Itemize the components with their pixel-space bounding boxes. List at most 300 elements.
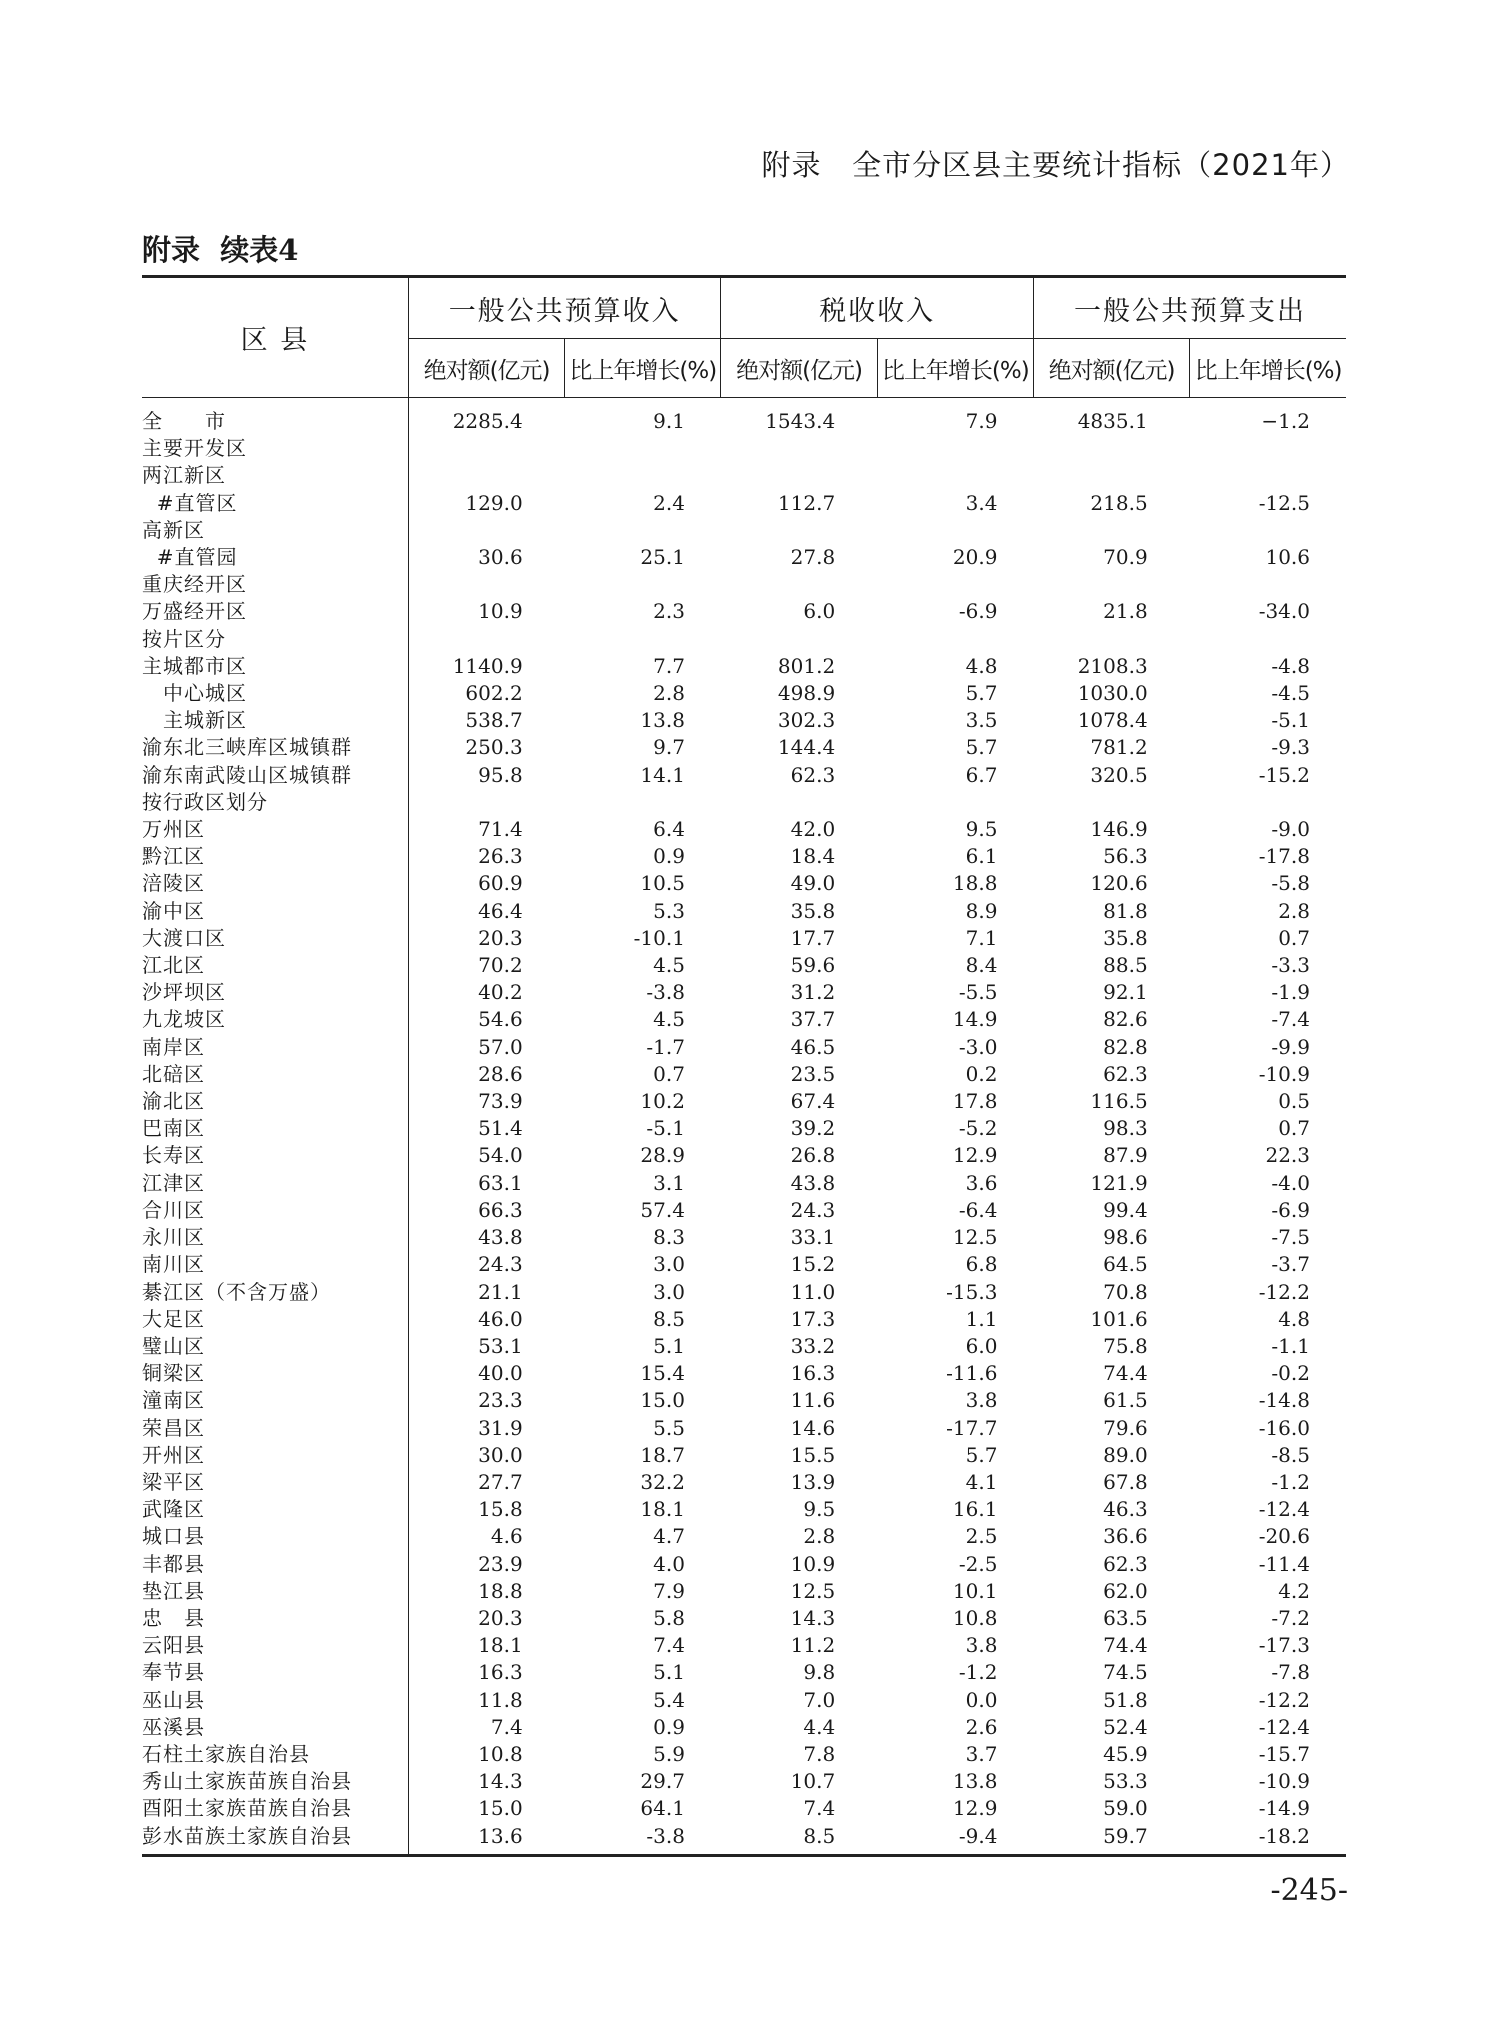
cell-value	[565, 462, 721, 489]
cell-value: 7.4	[803, 1796, 836, 1821]
cell-value: -3.7	[1271, 1252, 1310, 1277]
cell-value: 2.5	[965, 1524, 998, 1549]
cell-value: 29.7	[640, 1769, 685, 1794]
table-row	[142, 1034, 1346, 1061]
cell-value: 2108.3	[1077, 653, 1148, 678]
cell-value: 0.5	[1278, 1089, 1310, 1114]
row-label: 万州区	[142, 816, 408, 843]
cell-value: 74.5	[1103, 1660, 1148, 1685]
cell-value: 13.8	[640, 708, 685, 733]
cell-value	[408, 571, 564, 598]
cell-value: 9.7	[653, 735, 685, 760]
cell-value: 10.2	[640, 1089, 685, 1114]
table-row	[142, 626, 1346, 653]
cell-value	[408, 789, 564, 816]
group-header-tax-revenue: 税收收入	[721, 277, 1034, 339]
cell-value: -10.9	[1258, 1769, 1310, 1794]
cell-value: 10.8	[952, 1605, 998, 1630]
cell-value: 6.7	[965, 762, 998, 787]
cell-value: 67.8	[1103, 1469, 1148, 1494]
table-row	[142, 1170, 1346, 1197]
cell-value: 63.5	[1103, 1605, 1148, 1630]
cell-value: 26.3	[478, 844, 523, 869]
row-label: 大足区	[142, 1306, 408, 1333]
cell-value: 120.6	[1090, 871, 1148, 896]
cell-value: 59.7	[1033, 1823, 1189, 1856]
cell-value: 9.5	[965, 817, 998, 842]
cell-value: 8.4	[965, 953, 998, 978]
cell-value: 15.5	[790, 1442, 836, 1467]
cell-value: -1.7	[646, 1034, 685, 1059]
cell-value: 46.0	[478, 1306, 523, 1331]
table-row	[142, 1142, 1346, 1169]
cell-value: 53.1	[478, 1333, 523, 1358]
cell-value: 6.0	[965, 1333, 998, 1358]
cell-value: 57.0	[478, 1034, 523, 1059]
row-label: 石柱土家族自治县	[142, 1741, 408, 1768]
cell-value: 218.5	[1090, 490, 1148, 515]
row-label: 按片区分	[142, 626, 408, 653]
cell-value: 302.3	[777, 708, 836, 733]
table-row	[142, 1061, 1346, 1088]
cell-value: -34.0	[1258, 599, 1310, 624]
cell-value: 99.4	[1103, 1197, 1148, 1222]
cell-value: -18.2	[1190, 1823, 1346, 1856]
cell-value: -7.2	[1271, 1605, 1310, 1630]
subheader-revenue-amount: 绝对额(亿元)	[408, 339, 564, 398]
cell-value: -4.5	[1271, 681, 1310, 706]
row-label: 武隆区	[142, 1496, 408, 1523]
cell-value: 0.7	[653, 1061, 685, 1086]
cell-value: 4.1	[965, 1469, 998, 1494]
table-row	[142, 1578, 1346, 1605]
cell-value: 5.5	[653, 1415, 685, 1440]
cell-value: 5.9	[653, 1741, 685, 1766]
cell-value: 43.8	[478, 1225, 523, 1250]
row-label: 九龙坡区	[142, 1006, 408, 1033]
cell-value: 36.6	[1103, 1524, 1148, 1549]
cell-value: 22.3	[1265, 1143, 1310, 1168]
table-row	[142, 1387, 1346, 1414]
cell-value: 46.5	[790, 1034, 836, 1059]
cell-value: 23.5	[790, 1061, 836, 1086]
cell-value: 3.5	[965, 708, 998, 733]
row-label: 重庆经开区	[142, 571, 408, 598]
cell-value: 64.5	[1103, 1252, 1148, 1277]
cell-value: -12.5	[1258, 490, 1310, 515]
cell-value: 10.9	[478, 599, 523, 624]
table-row	[142, 1279, 1346, 1306]
row-label: 北碚区	[142, 1061, 408, 1088]
cell-value: 129.0	[465, 490, 523, 515]
cell-value: -5.1	[1271, 708, 1310, 733]
cell-value: 4.5	[653, 953, 685, 978]
cell-value: -12.2	[1258, 1279, 1310, 1304]
row-label: 巫山县	[142, 1687, 408, 1714]
cell-value: 3.0	[653, 1252, 685, 1277]
row-label: 巴南区	[142, 1115, 408, 1142]
table-row	[142, 734, 1346, 761]
cell-value: 98.6	[1103, 1225, 1148, 1250]
row-label: 荣昌区	[142, 1415, 408, 1442]
cell-value: 75.8	[1103, 1333, 1148, 1358]
table-row	[142, 1415, 1346, 1442]
row-label: 云阳县	[142, 1632, 408, 1659]
row-label: 全 市	[142, 398, 408, 436]
cell-value: 28.9	[640, 1143, 685, 1168]
cell-value: 4.8	[1278, 1306, 1310, 1331]
cell-value: -10.9	[1258, 1061, 1310, 1086]
cell-value: 0.7	[1278, 925, 1310, 950]
cell-value: 9.5	[803, 1497, 836, 1522]
cell-value: -0.2	[1271, 1361, 1310, 1386]
cell-value: 52.4	[1103, 1714, 1148, 1739]
table-row	[142, 762, 1346, 789]
cell-value	[565, 517, 721, 544]
cell-value: 2285.4	[452, 409, 523, 433]
cell-value	[565, 789, 721, 816]
cell-value: 70.2	[478, 953, 523, 978]
cell-value: 5.7	[965, 1442, 998, 1467]
cell-value	[877, 435, 1033, 462]
cell-value: 14.1	[640, 762, 685, 787]
cell-value: 74.4	[1103, 1361, 1148, 1386]
cell-value: 6.4	[653, 817, 685, 842]
cell-value: -5.2	[958, 1116, 998, 1141]
cell-value: 0.9	[653, 844, 685, 869]
cell-value: 8.9	[965, 898, 998, 923]
cell-value	[877, 571, 1033, 598]
table-row	[142, 843, 1346, 870]
row-label: 沙坪坝区	[142, 979, 408, 1006]
row-label: 永川区	[142, 1224, 408, 1251]
cell-value	[721, 517, 877, 544]
cell-value: 1140.9	[452, 653, 523, 678]
table-row	[142, 1333, 1346, 1360]
subheader-revenue-growth: 比上年增长(%)	[565, 339, 721, 398]
cell-value	[877, 626, 1033, 653]
cell-value: 8.5	[721, 1823, 877, 1856]
cell-value: 7.8	[803, 1741, 836, 1766]
cell-value: 116.5	[1090, 1089, 1148, 1114]
cell-value: 81.8	[1103, 898, 1148, 923]
row-label: 渝东南武陵山区城镇群	[142, 762, 408, 789]
cell-value: 61.5	[1103, 1388, 1148, 1413]
cell-value: 146.9	[1090, 817, 1148, 842]
cell-value: 6.1	[965, 844, 998, 869]
table-row	[142, 1251, 1346, 1278]
table-row	[142, 490, 1346, 517]
table-row	[142, 435, 1346, 462]
cell-value: 18.1	[478, 1633, 523, 1658]
cell-value: 801.2	[777, 653, 836, 678]
statistics-table	[142, 275, 1346, 1857]
cell-value: 21.1	[478, 1279, 523, 1304]
cell-value	[1033, 626, 1189, 653]
table-row	[142, 1823, 1346, 1856]
cell-value: 4.7	[653, 1524, 685, 1549]
cell-value: -10.1	[633, 925, 685, 950]
cell-value: 2.4	[653, 490, 685, 515]
cell-value: 101.6	[1090, 1306, 1148, 1331]
cell-value: 7.0	[803, 1687, 836, 1712]
cell-value: 15.0	[478, 1796, 523, 1821]
row-label: 酉阳土家族苗族自治县	[142, 1795, 408, 1822]
cell-value: 3.8	[965, 1388, 998, 1413]
table-row	[142, 898, 1346, 925]
cell-value: 10.1	[952, 1578, 998, 1603]
cell-value	[721, 435, 877, 462]
cell-value: 9.1	[653, 409, 685, 433]
cell-value: 14.6	[790, 1415, 836, 1440]
table-row	[142, 517, 1346, 544]
cell-value: 87.9	[1103, 1143, 1148, 1168]
cell-value: 14.3	[478, 1769, 523, 1794]
cell-value: -3.8	[565, 1823, 721, 1856]
cell-value: 31.9	[478, 1415, 523, 1440]
cell-value: 10.9	[790, 1551, 836, 1576]
cell-value: 781.2	[1090, 735, 1148, 760]
cell-value: 112.7	[777, 490, 836, 515]
cell-value: 46.4	[478, 898, 523, 923]
cell-value: 1030.0	[1077, 681, 1148, 706]
cell-value: 13.9	[790, 1469, 836, 1494]
cell-value: 5.8	[653, 1605, 685, 1630]
cell-value: 5.7	[965, 735, 998, 760]
cell-value: 4.2	[1278, 1578, 1310, 1603]
cell-value: 4.5	[653, 1007, 685, 1032]
cell-value: 9.8	[803, 1660, 836, 1685]
cell-value: 7.7	[653, 653, 685, 678]
table-header	[142, 277, 1346, 398]
cell-value: 18.1	[640, 1497, 685, 1522]
cell-value: 20.3	[478, 925, 523, 950]
cell-value: 67.4	[790, 1089, 836, 1114]
cell-value	[1190, 789, 1346, 816]
row-label: 涪陵区	[142, 870, 408, 897]
cell-value: 28.6	[478, 1061, 523, 1086]
cell-value: 12.9	[952, 1796, 998, 1821]
cell-value: 56.3	[1103, 844, 1148, 869]
table-row	[142, 1442, 1346, 1469]
cell-value: 3.6	[965, 1170, 998, 1195]
cell-value: -17.8	[1258, 844, 1310, 869]
subheader-expenditure-growth: 比上年增长(%)	[1190, 339, 1346, 398]
cell-value: 46.3	[1103, 1497, 1148, 1522]
cell-value: 250.3	[465, 735, 523, 760]
cell-value	[1190, 626, 1346, 653]
cell-value: -5.1	[646, 1116, 685, 1141]
cell-value: 2.8	[803, 1524, 836, 1549]
cell-value: 3.0	[653, 1279, 685, 1304]
row-label: 万盛经开区	[142, 598, 408, 625]
cell-value: 30.0	[478, 1442, 523, 1467]
cell-value: -20.6	[1258, 1524, 1310, 1549]
table-row	[142, 1551, 1346, 1578]
cell-value	[1033, 789, 1189, 816]
cell-value: 15.8	[478, 1497, 523, 1522]
running-header: 附录 全市分区县主要统计指标（2021年）	[761, 148, 1350, 182]
row-label: 黔江区	[142, 843, 408, 870]
cell-value: 3.4	[965, 490, 998, 515]
row-header-district: 区 县	[142, 277, 408, 398]
cell-value: 73.9	[478, 1089, 523, 1114]
cell-value: 3.7	[965, 1741, 998, 1766]
cell-value: -5.5	[958, 980, 998, 1005]
cell-value: 2.6	[965, 1714, 998, 1739]
cell-value: 1078.4	[1077, 708, 1148, 733]
cell-value: 16.3	[790, 1361, 836, 1386]
cell-value	[877, 517, 1033, 544]
group-header-budget-revenue: 一般公共预算收入	[408, 277, 721, 339]
cell-value: 5.4	[653, 1687, 685, 1712]
cell-value: 5.1	[653, 1333, 685, 1358]
cell-value	[1190, 435, 1346, 462]
cell-value: 2.8	[653, 681, 685, 706]
table-row	[142, 1795, 1346, 1822]
cell-value: -7.8	[1271, 1660, 1310, 1685]
cell-value: 95.8	[478, 762, 523, 787]
cell-value: 10.6	[1265, 545, 1310, 570]
cell-value	[1190, 571, 1346, 598]
cell-value: -1.2	[1271, 1469, 1310, 1494]
cell-value: 14.3	[790, 1605, 836, 1630]
cell-value: 57.4	[640, 1197, 685, 1222]
cell-value: -17.3	[1258, 1633, 1310, 1658]
cell-value: -12.2	[1258, 1687, 1310, 1712]
cell-value: 89.0	[1103, 1442, 1148, 1467]
cell-value: 62.0	[1103, 1578, 1148, 1603]
cell-value: 27.8	[790, 545, 836, 570]
cell-value: -6.4	[958, 1197, 998, 1222]
cell-value: -16.0	[1258, 1415, 1310, 1440]
subheader-expenditure-amount: 绝对额(亿元)	[1033, 339, 1189, 398]
row-label: 秀山土家族苗族自治县	[142, 1768, 408, 1795]
row-label: 大渡口区	[142, 925, 408, 952]
cell-value: 320.5	[1090, 762, 1148, 787]
cell-value: 18.8	[478, 1578, 523, 1603]
cell-value: 70.9	[1103, 545, 1148, 570]
cell-value: 1.1	[965, 1306, 998, 1331]
cell-value: -17.7	[946, 1415, 998, 1440]
table-row	[142, 1224, 1346, 1251]
row-label: 丰都县	[142, 1551, 408, 1578]
cell-value: 54.0	[478, 1143, 523, 1168]
row-label: 主城都市区	[142, 653, 408, 680]
cell-value: -11.6	[946, 1361, 998, 1386]
cell-value: 21.8	[1103, 599, 1148, 624]
row-label: 开州区	[142, 1442, 408, 1469]
cell-value: 0.7	[1278, 1116, 1310, 1141]
row-label: #直管区	[142, 490, 408, 517]
cell-value	[721, 571, 877, 598]
row-label: 忠 县	[142, 1605, 408, 1632]
cell-value: 59.6	[790, 953, 836, 978]
cell-value: 12.5	[790, 1578, 836, 1603]
table-row	[142, 680, 1346, 707]
cell-value	[721, 626, 877, 653]
cell-value: 538.7	[465, 708, 523, 733]
cell-value	[565, 435, 721, 462]
cell-value: -1.1	[1271, 1333, 1310, 1358]
cell-value: -3.3	[1271, 953, 1310, 978]
row-label: 主要开发区	[142, 435, 408, 462]
cell-value: -15.3	[946, 1279, 998, 1304]
cell-value: 54.6	[478, 1007, 523, 1032]
table-row	[142, 1659, 1346, 1686]
row-label: 渝北区	[142, 1088, 408, 1115]
row-label: 南岸区	[142, 1034, 408, 1061]
cell-value: 23.3	[478, 1388, 523, 1413]
cell-value: 42.0	[790, 817, 836, 842]
cell-value	[565, 571, 721, 598]
cell-value: −1.2	[1261, 409, 1310, 433]
row-label: 江津区	[142, 1170, 408, 1197]
cell-value: 0.9	[653, 1714, 685, 1739]
row-label: 铜梁区	[142, 1360, 408, 1387]
cell-value	[721, 462, 877, 489]
table-row	[142, 979, 1346, 1006]
cell-value: 17.7	[790, 925, 836, 950]
cell-value: 602.2	[465, 681, 523, 706]
table-row	[142, 1687, 1346, 1714]
row-label: 合川区	[142, 1197, 408, 1224]
cell-value: 15.2	[790, 1252, 836, 1277]
cell-value: 70.8	[1103, 1279, 1148, 1304]
cell-value: 24.3	[478, 1252, 523, 1277]
cell-value: 49.0	[790, 871, 836, 896]
cell-value: 66.3	[478, 1197, 523, 1222]
cell-value: 62.3	[790, 762, 836, 787]
row-label: 巫溪县	[142, 1714, 408, 1741]
cell-value: 33.1	[790, 1225, 836, 1250]
table-row	[142, 1469, 1346, 1496]
cell-value: 10.8	[478, 1741, 523, 1766]
cell-value: 5.1	[653, 1660, 685, 1685]
cell-value: 63.1	[478, 1170, 523, 1195]
cell-value: 17.3	[790, 1306, 836, 1331]
table-row	[142, 598, 1346, 625]
cell-value: 33.2	[790, 1333, 836, 1358]
cell-value: 60.9	[478, 871, 523, 896]
cell-value: 88.5	[1103, 953, 1148, 978]
cell-value: 4835.1	[1077, 409, 1148, 433]
table-row	[142, 1605, 1346, 1632]
cell-value: 15.0	[640, 1388, 685, 1413]
cell-value: 11.8	[478, 1687, 523, 1712]
table-row	[142, 1714, 1346, 1741]
row-label: 渝东北三峡库区城镇群	[142, 734, 408, 761]
cell-value	[1033, 517, 1189, 544]
table-row	[142, 1523, 1346, 1550]
table-title: 附录 续表4	[142, 233, 299, 267]
cell-value: 144.4	[777, 735, 836, 760]
cell-value: 20.9	[952, 545, 998, 570]
cell-value: 26.8	[790, 1143, 836, 1168]
cell-value: -8.5	[1271, 1442, 1310, 1467]
cell-value: -14.9	[1258, 1796, 1310, 1821]
cell-value: 11.6	[790, 1388, 836, 1413]
table-row	[142, 1306, 1346, 1333]
table-row	[142, 1006, 1346, 1033]
cell-value: 4.0	[653, 1551, 685, 1576]
cell-value: -2.5	[958, 1551, 998, 1576]
cell-value	[408, 462, 564, 489]
cell-value	[721, 789, 877, 816]
cell-value: -12.4	[1258, 1714, 1310, 1739]
cell-value: 64.1	[640, 1796, 685, 1821]
cell-value: 5.3	[653, 898, 685, 923]
